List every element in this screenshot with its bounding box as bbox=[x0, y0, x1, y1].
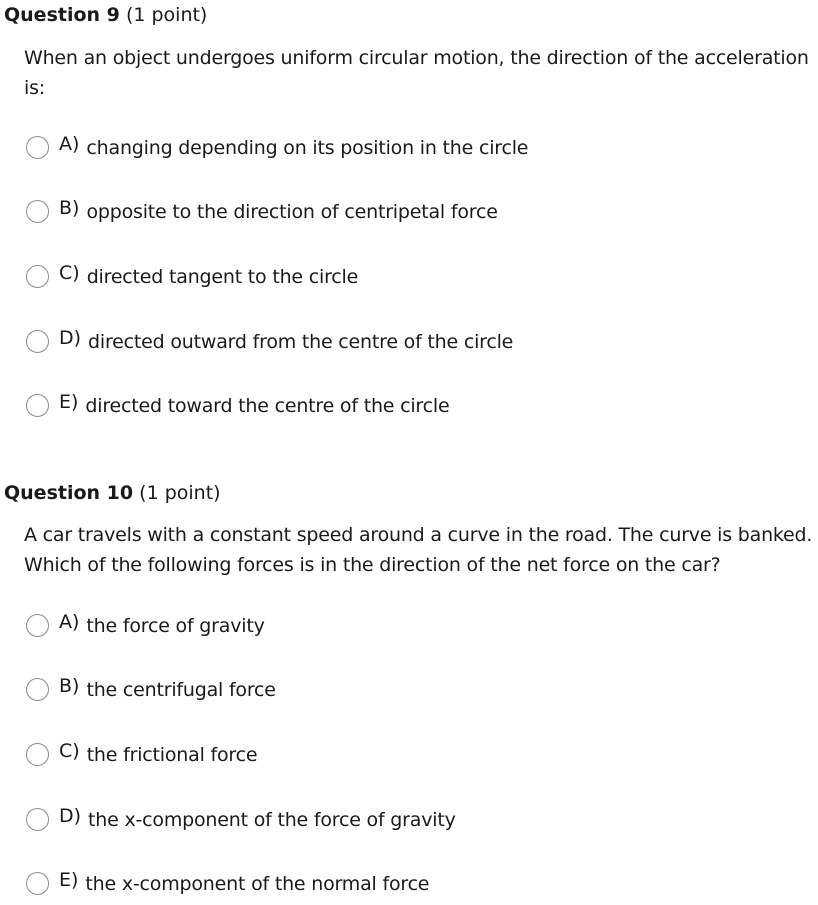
question-prompt: A car travels with a constant speed around a curve in the road. The curve is banked. Which of the following forces is in the direction of the net force on the car? bbox=[24, 524, 813, 576]
option-a[interactable] bbox=[26, 133, 528, 161]
option-letter: C) bbox=[59, 262, 80, 284]
option-text: the frictional force bbox=[86, 744, 258, 766]
option-letter: B) bbox=[59, 197, 80, 219]
option-text: directed outward from the centre of the circle bbox=[88, 331, 514, 353]
radio-button[interactable] bbox=[26, 394, 49, 417]
option-letter: E) bbox=[59, 391, 79, 413]
radio-button[interactable] bbox=[26, 808, 49, 831]
question-title: Question 10 bbox=[4, 482, 134, 504]
option-text: the centrifugal force bbox=[86, 679, 276, 701]
question-header bbox=[4, 3, 207, 27]
option-text: opposite to the direction of centripetal force bbox=[86, 201, 498, 223]
option-letter: B) bbox=[59, 675, 80, 697]
option-text: directed toward the centre of the circle bbox=[85, 395, 450, 417]
option-text: directed tangent to the circle bbox=[86, 266, 359, 288]
option-c[interactable] bbox=[26, 740, 257, 768]
radio-button[interactable] bbox=[26, 743, 49, 766]
question-points: (1 point) bbox=[139, 482, 221, 504]
radio-button[interactable] bbox=[26, 136, 49, 159]
radio-button[interactable] bbox=[26, 872, 49, 895]
option-text: the x-component of the force of gravity bbox=[88, 809, 456, 831]
question-points: (1 point) bbox=[125, 4, 208, 26]
option-b[interactable] bbox=[26, 675, 276, 703]
radio-button[interactable] bbox=[26, 330, 49, 353]
option-letter: E) bbox=[59, 869, 79, 891]
question-header bbox=[4, 481, 221, 505]
option-d[interactable] bbox=[26, 327, 513, 355]
option-c[interactable] bbox=[26, 262, 358, 290]
option-e[interactable] bbox=[26, 391, 449, 419]
question-prompt: When an object undergoes uniform circular motion, the direction of the acceleration is: bbox=[24, 47, 809, 99]
radio-button[interactable] bbox=[26, 200, 49, 223]
option-letter: A) bbox=[59, 133, 80, 155]
radio-button[interactable] bbox=[26, 678, 49, 701]
option-text: changing depending on its position in the circle bbox=[86, 137, 529, 159]
option-text: the x-component of the normal force bbox=[85, 873, 430, 895]
option-b[interactable] bbox=[26, 197, 498, 225]
radio-button[interactable] bbox=[26, 265, 49, 288]
option-letter: D) bbox=[59, 327, 82, 349]
option-d[interactable] bbox=[26, 805, 456, 833]
radio-button[interactable] bbox=[26, 614, 49, 637]
question-title: Question 9 bbox=[4, 4, 120, 26]
option-letter: C) bbox=[59, 740, 80, 762]
option-text: the force of gravity bbox=[86, 615, 265, 637]
option-a[interactable] bbox=[26, 611, 265, 639]
option-e[interactable] bbox=[26, 869, 429, 897]
option-letter: D) bbox=[59, 805, 82, 827]
option-letter: A) bbox=[59, 611, 80, 633]
